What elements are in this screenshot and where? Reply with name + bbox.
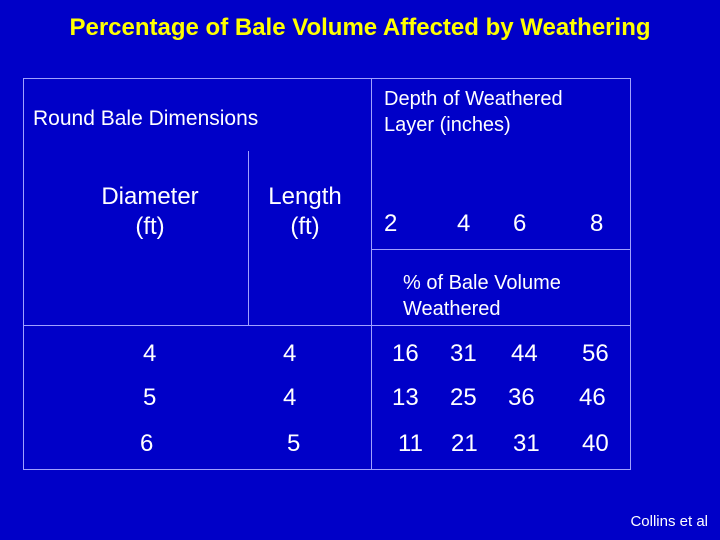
row2-value-8in: 46 [579, 384, 606, 411]
length-header-line1: Length [268, 183, 342, 210]
diameter-header-line1: Diameter [101, 183, 199, 210]
depth-6: 6 [513, 210, 527, 237]
length-header-line2: (ft) [290, 213, 320, 240]
row1-value-2in: 16 [392, 340, 419, 367]
subheader-line1: % of Bale Volume [403, 272, 561, 294]
row1-value-6in: 44 [511, 340, 538, 367]
row1-value-8in: 56 [582, 340, 609, 367]
row3-value-2in: 11 [398, 430, 423, 457]
row3-length: 5 [287, 430, 301, 457]
row3-value-8in: 40 [582, 430, 609, 457]
depth-header-line1: Depth of Weathered [384, 88, 563, 110]
row1-value-4in: 31 [450, 340, 477, 367]
subheader-line2: Weathered [403, 298, 501, 320]
row1-length: 4 [283, 340, 297, 367]
source-credit: Collins et al [630, 513, 708, 530]
divider-header-body [24, 325, 631, 326]
row3-diameter: 6 [140, 430, 154, 457]
divider-dimensions-depth [371, 79, 372, 469]
row2-diameter: 5 [143, 384, 157, 411]
row1-diameter: 4 [143, 340, 157, 367]
group-header-dimensions: Round Bale Dimensions [33, 107, 259, 130]
column-header-length [250, 182, 360, 242]
divider-diameter-length [248, 151, 249, 325]
slide-title: Percentage of Bale Volume Affected by Weathering [69, 14, 651, 41]
divider-depth-subheader [371, 249, 631, 250]
column-header-diameter [70, 182, 230, 242]
depth-2: 2 [384, 210, 398, 237]
depth-4: 4 [457, 210, 471, 237]
depth-header-line2: Layer (inches) [384, 114, 511, 136]
row2-length: 4 [283, 384, 297, 411]
subheader-percent-weathered [403, 270, 561, 322]
row2-value-4in: 25 [450, 384, 477, 411]
diameter-header-line2: (ft) [135, 213, 165, 240]
row3-value-6in: 31 [513, 430, 540, 457]
row2-value-2in: 13 [392, 384, 419, 411]
row2-value-6in: 36 [508, 384, 535, 411]
group-header-depth [384, 86, 563, 138]
row3-value-4in: 21 [451, 430, 478, 457]
depth-8: 8 [590, 210, 604, 237]
